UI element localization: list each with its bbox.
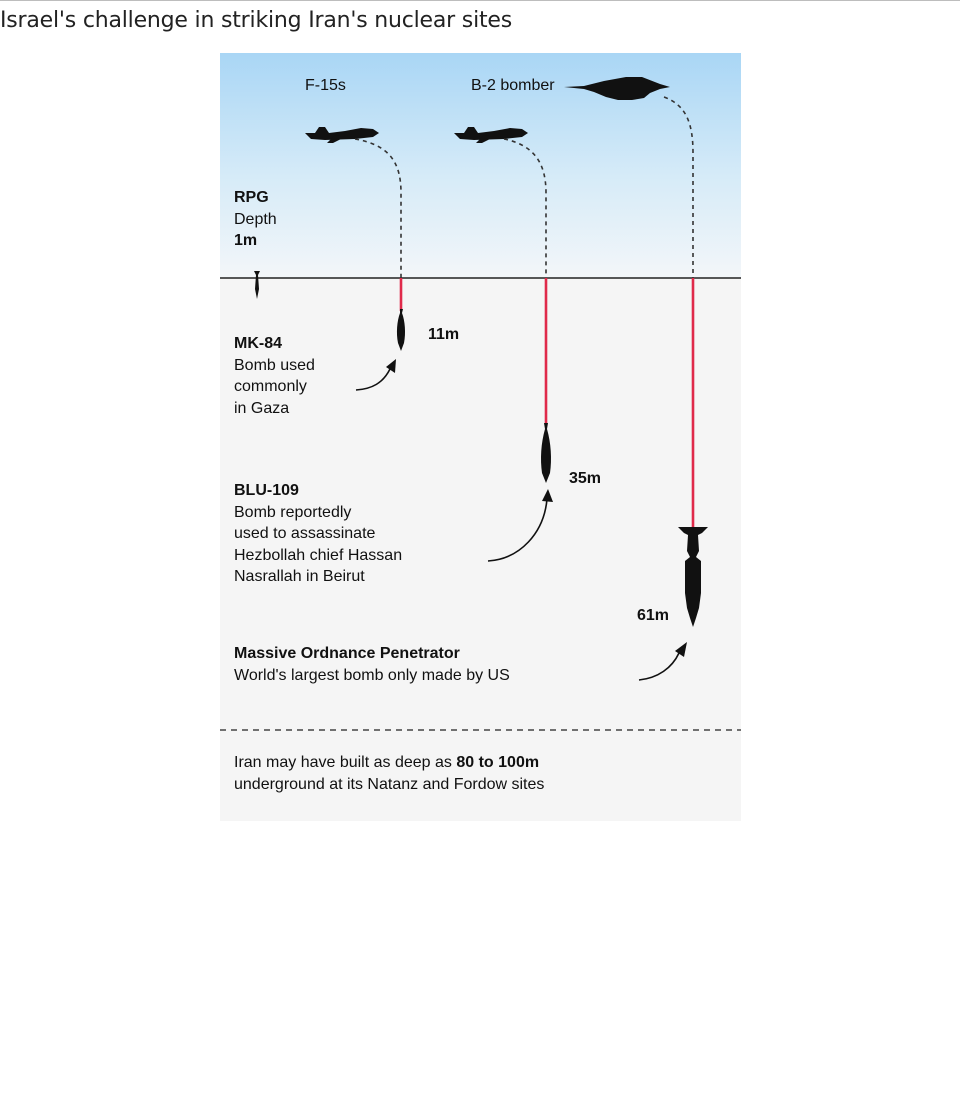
mk84-desc-line: Bomb used (234, 356, 315, 374)
depth-graphic (220, 53, 741, 821)
blu109-desc-line: Bomb reportedly (234, 503, 352, 521)
blu109-desc-line: Nasrallah in Beirut (234, 568, 365, 585)
page-title: Israel's challenge in striking Iran's nuclear sites (0, 8, 512, 33)
blu109-annotation (234, 480, 402, 588)
b2-label: B-2 bomber (471, 77, 555, 94)
rpg-desc: Depth (234, 210, 277, 228)
blu109-desc-line: used to assassinate (234, 525, 376, 542)
mk84-name: MK-84 (234, 335, 283, 352)
footer-note (234, 752, 544, 795)
rpg-annotation (234, 187, 277, 252)
top-divider (0, 0, 960, 1)
rpg-name: RPG (234, 189, 269, 206)
f15-label: F-15s (305, 77, 346, 94)
mop-depth: 61m (637, 607, 670, 624)
rpg-depth: 1m (234, 232, 258, 249)
blu109-name: BLU-109 (234, 482, 299, 499)
mk84-desc-line: commonly (234, 378, 307, 395)
mop-annotation (234, 643, 510, 686)
mk84-annotation (234, 333, 315, 419)
mk84-desc-line: in Gaza (234, 399, 290, 417)
blu109-desc-line: Hezbollah chief Hassan (234, 546, 403, 564)
mk84-depth: 11m (428, 326, 460, 343)
mop-name: Massive Ordnance Penetrator (234, 645, 460, 662)
mop-desc-line: World's largest bomb only made by US (234, 666, 510, 684)
footer-text-bold: 80 to 100m (456, 754, 540, 771)
blu109-depth: 35m (569, 470, 602, 487)
graphic-canvas (220, 53, 741, 821)
footer-text-line2: underground at its Natanz and Fordow sites (234, 775, 545, 793)
footer-text-before: Iran may have built as deep as (234, 754, 457, 771)
